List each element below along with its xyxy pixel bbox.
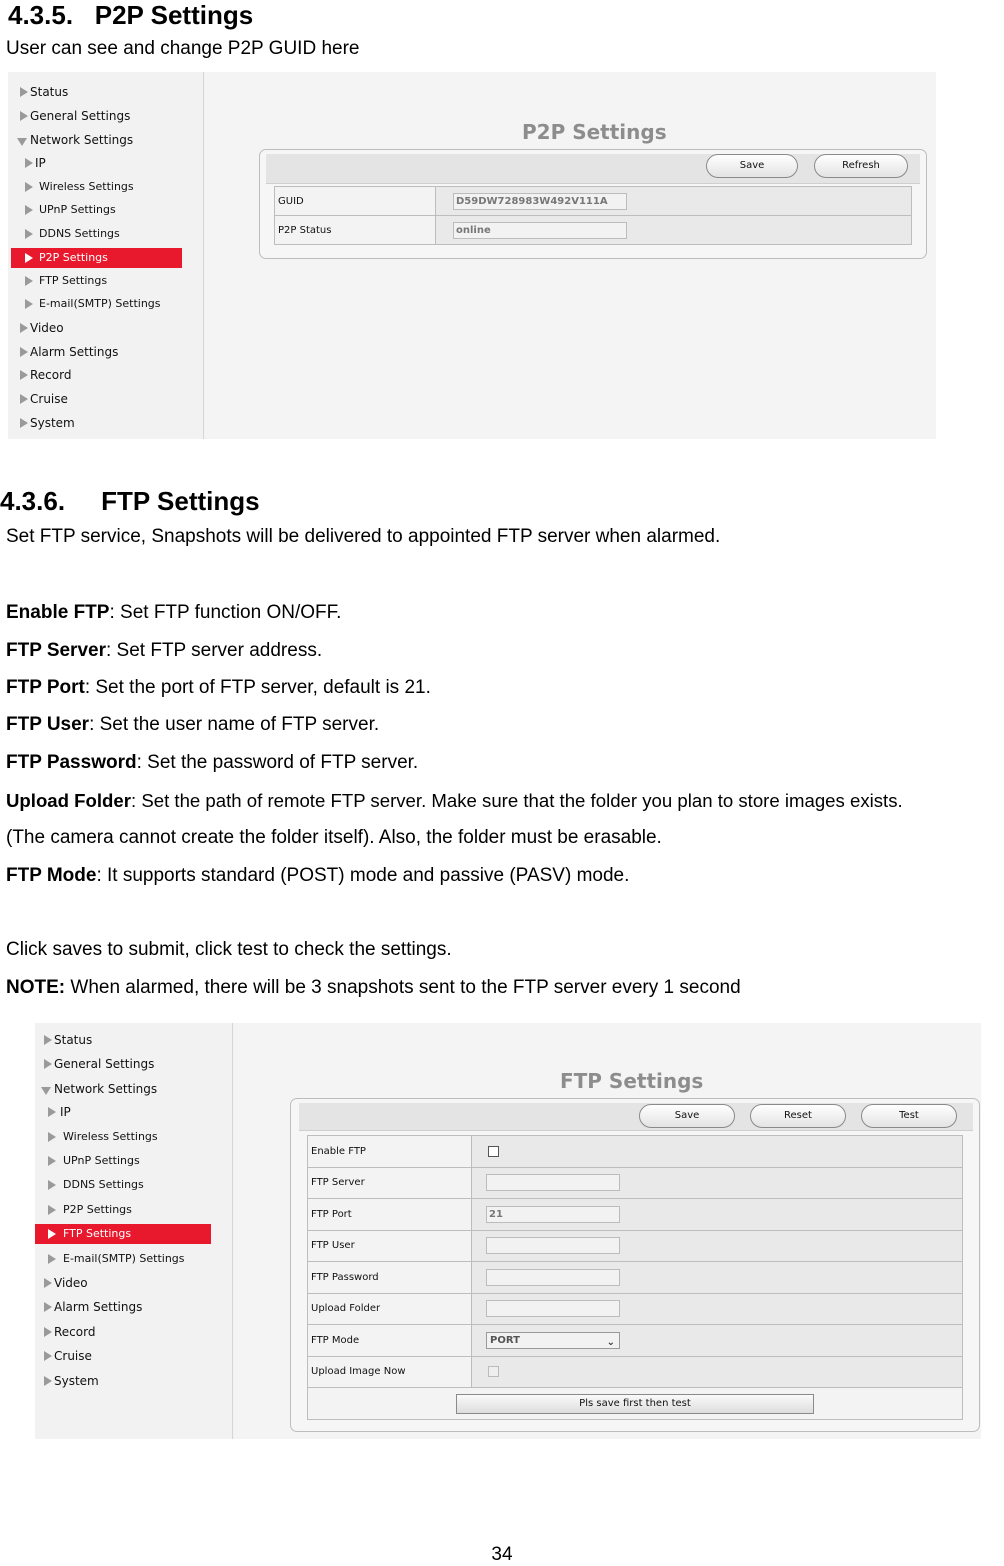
- row-ftp-mode: [308, 1325, 963, 1357]
- panel-title: FTP Settings: [560, 1069, 704, 1093]
- reset-button[interactable]: Reset: [750, 1104, 846, 1128]
- p2p-settings-screenshot: [8, 72, 936, 439]
- nav-item-network-settings[interactable]: Network Settings: [8, 130, 198, 150]
- nav-item-system[interactable]: System: [8, 413, 198, 433]
- main-panel: [234, 1023, 981, 1439]
- nav-item-video[interactable]: Video: [35, 1273, 229, 1293]
- row-ftp-password: [308, 1262, 963, 1294]
- nav-item-ip[interactable]: IP: [35, 1102, 229, 1122]
- row-ftp-port: [308, 1199, 963, 1231]
- nav-item-wireless-settings[interactable]: Wireless Settings: [8, 177, 198, 197]
- chevron-down-icon: ⌄: [606, 1336, 615, 1348]
- nav-item-cruise[interactable]: Cruise: [35, 1346, 229, 1366]
- row-enable-ftp: [308, 1136, 963, 1168]
- nav-item-status[interactable]: Status: [35, 1030, 229, 1050]
- refresh-button[interactable]: Refresh: [814, 154, 908, 178]
- nav-item-cruise[interactable]: Cruise: [8, 389, 198, 409]
- enable-ftp-checkbox[interactable]: [488, 1146, 499, 1157]
- nav-item-email-smtp-settings[interactable]: E-mail(SMTP) Settings: [35, 1249, 229, 1269]
- desc-upload-folder-cont: (The camera cannot create the folder itself). Also, the folder must be erasable.: [6, 827, 662, 848]
- nav-item-wireless-settings[interactable]: Wireless Settings: [35, 1127, 229, 1147]
- nav-item-network-settings[interactable]: Network Settings: [35, 1079, 229, 1099]
- nav-item-ftp-settings[interactable]: FTP Settings: [35, 1224, 211, 1244]
- settings-box: [290, 1098, 980, 1432]
- desc-enable-ftp: Enable FTP: Set FTP function ON/OFF.: [6, 602, 342, 623]
- ftp-server-label: FTP Server: [308, 1167, 472, 1199]
- ftp-server-input[interactable]: [486, 1174, 620, 1191]
- nav-item-upnp-settings[interactable]: UPnP Settings: [8, 200, 198, 220]
- ftp-user-input[interactable]: [486, 1237, 620, 1254]
- desc-ftp-mode: FTP Mode: It supports standard (POST) mode and passive (PASV) mode.: [6, 865, 630, 886]
- nav-item-p2p-settings[interactable]: P2P Settings: [35, 1200, 229, 1220]
- row-guid: [275, 187, 912, 216]
- nav-item-general-settings[interactable]: General Settings: [8, 106, 198, 126]
- nav-item-ddns-settings[interactable]: DDNS Settings: [35, 1175, 229, 1195]
- ftp-mode-label: FTP Mode: [308, 1325, 472, 1357]
- section-intro-ftp: Set FTP service, Snapshots will be delivered to appointed FTP server when alarmed.: [6, 526, 721, 547]
- note-line: NOTE: When alarmed, there will be 3 snapshots sent to the FTP server every 1 second: [6, 977, 741, 998]
- nav-item-record[interactable]: Record: [8, 365, 198, 385]
- ftp-password-label: FTP Password: [308, 1262, 472, 1294]
- main-panel: [205, 72, 936, 439]
- row-test: [308, 1388, 963, 1420]
- p2p-status-label: P2P Status: [275, 216, 436, 245]
- desc-ftp-password: FTP Password: Set the password of FTP server.: [6, 752, 419, 773]
- upload-now-checkbox[interactable]: [488, 1366, 499, 1377]
- guid-field[interactable]: D59DW728983W492V111A: [453, 193, 627, 210]
- p2p-status-field: online: [453, 222, 627, 239]
- settings-box: [259, 149, 927, 259]
- nav-item-record[interactable]: Record: [35, 1322, 229, 1342]
- ftp-password-input[interactable]: [486, 1269, 620, 1286]
- upload-now-label: Upload Image Now: [308, 1356, 472, 1388]
- nav-item-status[interactable]: Status: [8, 82, 198, 102]
- desc-upload-folder: Upload Folder: Set the path of remote FTP server. Make sure that the folder you plan to store images exists.: [6, 790, 903, 811]
- click-note: Click saves to submit, click test to check the settings.: [6, 939, 452, 960]
- page-number: 34: [491, 1544, 513, 1565]
- nav-item-alarm-settings[interactable]: Alarm Settings: [8, 342, 198, 362]
- sidebar-nav: [8, 72, 204, 439]
- desc-ftp-port: FTP Port: Set the port of FTP server, default is 21.: [6, 677, 431, 698]
- row-ftp-server: [308, 1167, 963, 1199]
- enable-ftp-label: Enable FTP: [308, 1136, 472, 1168]
- sidebar-nav: [35, 1023, 233, 1439]
- row-p2p-status: [275, 216, 912, 245]
- nav-item-system[interactable]: System: [35, 1371, 229, 1391]
- upload-folder-input[interactable]: [486, 1300, 620, 1317]
- panel-title: P2P Settings: [522, 120, 667, 144]
- guid-label: GUID: [275, 187, 436, 216]
- ftp-form: [307, 1135, 963, 1420]
- nav-item-video[interactable]: Video: [8, 318, 198, 338]
- section-heading-p2p: 4.3.5. P2P Settings: [8, 0, 254, 30]
- nav-item-alarm-settings[interactable]: Alarm Settings: [35, 1297, 229, 1317]
- nav-item-general-settings[interactable]: General Settings: [35, 1054, 229, 1074]
- test-button[interactable]: Test: [861, 1104, 957, 1128]
- upload-folder-label: Upload Folder: [308, 1293, 472, 1325]
- section-heading-ftp: 4.3.6. FTP Settings: [0, 486, 260, 516]
- save-button[interactable]: Save: [706, 154, 798, 178]
- save-first-test-button[interactable]: Pls save first then test: [456, 1394, 814, 1414]
- row-ftp-user: [308, 1230, 963, 1262]
- desc-ftp-user: FTP User: Set the user name of FTP server.: [6, 714, 380, 735]
- nav-item-p2p-settings[interactable]: P2P Settings: [11, 248, 182, 268]
- save-button[interactable]: Save: [639, 1104, 735, 1128]
- nav-item-ftp-settings[interactable]: FTP Settings: [8, 271, 198, 291]
- nav-item-ddns-settings[interactable]: DDNS Settings: [8, 224, 198, 244]
- nav-item-email-smtp-settings[interactable]: E-mail(SMTP) Settings: [8, 294, 198, 314]
- row-upload-image-now: [308, 1356, 963, 1388]
- p2p-form: [274, 186, 912, 245]
- ftp-settings-screenshot: [35, 1023, 981, 1439]
- row-upload-folder: [308, 1293, 963, 1325]
- section-intro-p2p: User can see and change P2P GUID here: [6, 38, 360, 59]
- ftp-user-label: FTP User: [308, 1230, 472, 1262]
- ftp-port-input[interactable]: 21: [486, 1206, 620, 1223]
- nav-item-ip[interactable]: IP: [8, 153, 198, 173]
- ftp-mode-select[interactable]: PORT ⌄: [486, 1332, 620, 1349]
- ftp-port-label: FTP Port: [308, 1199, 472, 1231]
- desc-ftp-server: FTP Server: Set FTP server address.: [6, 640, 323, 661]
- nav-item-upnp-settings[interactable]: UPnP Settings: [35, 1151, 229, 1171]
